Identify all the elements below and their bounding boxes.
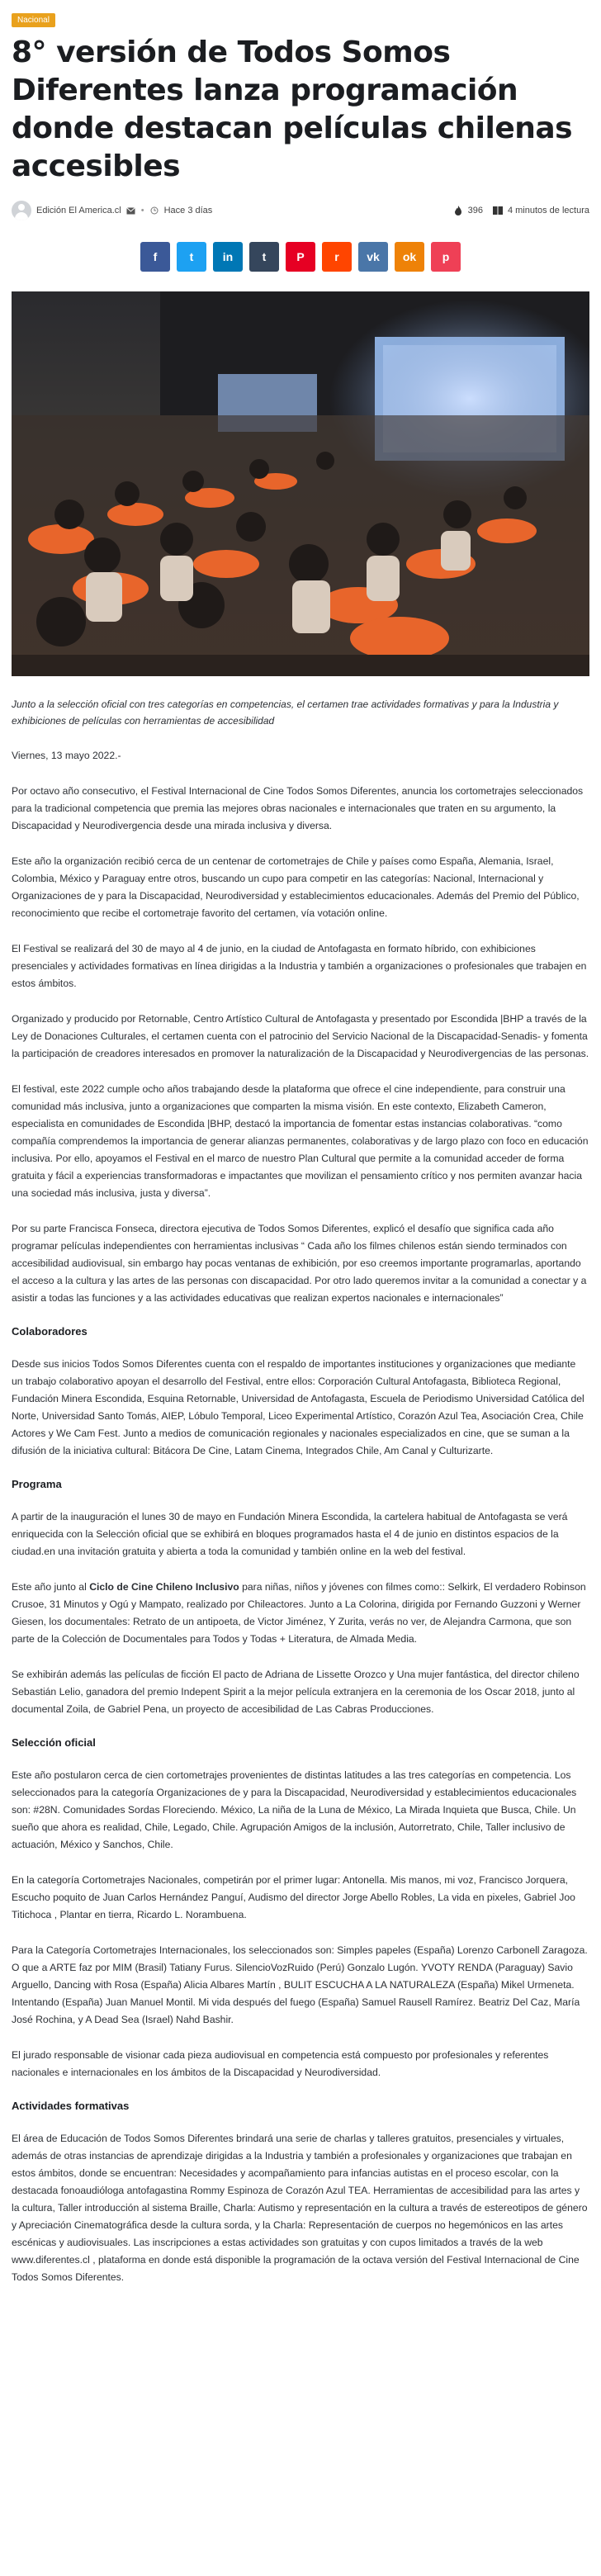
share-twitter-button[interactable] — [177, 242, 206, 272]
tumblr-icon: t — [262, 250, 267, 263]
paragraph: Este año postularon cerca de cien cortometrajes provenientes de distintas latitudes a las tres categorías en competencia. Los seleccionados para la categoría Organizaciones de y para la Discapacidad, Neurodiversidad y establecimientos educacionales son: #28N. Comunidades Sordas Floreciendo. México, La niña de la Luna de México, La Mirada Inquieta que Busca, Chile. Un sueño que ahora es realidad, Chile, Legado, Chile. Agrupación Amigos de la inclusión, Autorretrato, Chile, Taller inclusivo de actuación, México y Sanchos, Chile. — [12, 1769, 577, 1850]
vk-icon: vk — [367, 250, 380, 263]
image-caption: Junto a la selección oficial con tres categorías en competencias, el certamen trae actividades formativas y para la Industria y exhibiciones de películas con herramientas de accesibilidad — [12, 698, 559, 727]
reddit-icon: r — [334, 250, 339, 263]
section-heading-colaboradores: Colaboradores — [12, 1325, 88, 1338]
paragraph: Por su parte Francisca Fonseca, directora ejecutiva de Todos Somos Diferentes, explicó el desafío que significa cada año programar películas independientes con herramientas inclusivas “ Cada año los filmes chilenos están siendo terminados con accesibilidad audiovisual, sin embargo hay pocas ventanas de exhibición, por eso creemos importante programarlas, aportando el acceso a la cultura y las artes de las personas con discapacidad. Por otro lado queremos invitar a la comunidad a conectar y a asistir a todas las funciones y a las actividades educativas que realizan expertos nacionales e internacionales” — [12, 1223, 587, 1304]
email-icon[interactable] — [126, 206, 136, 215]
paragraph: Este año la organización recibió cerca de un centenar de cortometrajes de Chile y países como España, Alemania, Israel, Colombia, México y Paraguay entre otros, buscando un cupo para competir en las categorías: Nacional, Internacional y Organizaciones de y para la Discapacidad, Neurodiversidad y establecimientos educacionales. Además del Premio del Público, reconocimiento que recibe el cortometraje favorito del certamen, vía votación online. — [12, 855, 580, 919]
paragraph: A partir de la inauguración el lunes 30 de mayo en Fundación Minera Escondida, la cartelera habitual de Antofagasta se verá enriquecida con la Selección oficial que se exhibirá en bloques programados hasta el 4 de junio en distintos espacios de la ciudad.en una invitación gratuita y abierta a toda la comunidad y también online en la web del festival. — [12, 1511, 568, 1557]
featured-image — [12, 291, 589, 676]
paragraph — [12, 1579, 589, 1648]
clock-icon — [149, 206, 159, 215]
linkedin-icon: in — [222, 250, 234, 263]
post-meta — [12, 201, 589, 220]
section-heading-programa: Programa — [12, 1478, 62, 1490]
reading-time: 4 minutos de lectura — [507, 206, 589, 215]
avatar[interactable] — [12, 201, 31, 220]
share-pocket-button[interactable] — [431, 242, 461, 272]
paragraph: En la categoría Cortometrajes Nacionales, competirán por el primer lugar: Antonella. Mis manos, mi voz, Francisco Jorquera, Escucho poquito de Juan Carlos Hernández Panguí, Audismo del director Jorge Abello Robles, La vida en pixeles, Gabriel Joo Titichoca , Plantar en tierra, Ricardo L. Norambuena. — [12, 1874, 575, 1920]
share-vk-button[interactable] — [358, 242, 388, 272]
author-name[interactable]: Edición El America.cl — [36, 206, 121, 215]
pinterest-icon: P — [296, 250, 305, 263]
paragraph: El Festival se realizará del 30 de mayo al 4 de junio, en la ciudad de Antofagasta en formato híbrido, con exhibiciones presenciales y actividades formativas en línea dirigidas a la Industria y también a organizaciones o profesionales que trabajen en estos ámbitos. — [12, 943, 587, 989]
share-pinterest-button[interactable] — [286, 242, 315, 272]
fire-icon — [453, 206, 463, 215]
share-odnoklassniki-button[interactable] — [395, 242, 424, 272]
view-count: 396 — [467, 206, 483, 215]
paragraph: Por octavo año consecutivo, el Festival Internacional de Cine Todos Somos Diferentes, anuncia los cortometrajes seleccionados para la tradicional competencia que premia las mejores obras nacionales e internacionales que traten en su argumento, la Discapacidad y Neurodivergencia desde una mirada inclusiva y diversa. — [12, 785, 584, 831]
text-run: para niñas, niños y jóvenes con filmes como:: Selkirk, El verdadero Robinson Crusoe, 31 Minutos y Ogú y Mampato, realizado por Chileactores. Junto a La Colorina, dirigida por Fernando Guzzoni y Werner Giesen, los documentales: Retrato de un antipoeta, de Victor Jiménez, Y Zurita, verás no ver, de Alejandra Carmona, que son parte de la Colección de Documentales para Todos y Todas + Literatura, de Almada Media. — [12, 1581, 586, 1645]
pocket-icon: p — [442, 250, 450, 263]
odnoklassniki-icon: ok — [402, 250, 417, 263]
share-tumblr-button[interactable] — [249, 242, 279, 272]
paragraph: Para la Categoría Cortometrajes Internacionales, los seleccionados son: Simples papeles (España) Lorenzo Carbonell Zaragoza. O que a ARTE faz por MIM (Brasil) Tatiany Furus. SilencioVozRuido (Perú) Gonzalo Lugón. YVOTY RENDA (Paraguay) Savio Arguello, Dancing with Rosa (España) Alicia Albares Martín , BULIT ESCUCHA A LA NATURALEZA (España) Mikel Urmeneta. Intentando (España) Juan Manuel Montil. Mi vida después del fuego (España) Samuel Rausell Ramírez. Beatriz Del Caz, María José Rochina, y A Dead Sea (Israel) Nahd Bashir. — [12, 1944, 588, 2025]
share-linkedin-button[interactable] — [213, 242, 243, 272]
category-badge[interactable]: Nacional — [12, 13, 55, 27]
share-buttons — [12, 242, 589, 272]
page-title: 8° versión de Todos Somos Diferentes lanza programación donde destacan películas chilenas accesibles — [12, 36, 573, 183]
bold-text: Ciclo de Cine Chileno Inclusivo — [89, 1581, 239, 1593]
share-facebook-button[interactable] — [140, 242, 170, 272]
article-date: Viernes, 13 mayo 2022.- — [12, 750, 121, 761]
text-run: Este año junto al — [12, 1581, 90, 1593]
section-heading-actividades: Actividades formativas — [12, 2100, 130, 2112]
paragraph: El área de Educación de Todos Somos Diferentes brindará una serie de charlas y talleres gratuitos, presenciales y virtuales, además de otras instancias de aprendizaje dirigidas a la Industria y también a profesionales y organizaciones que trabajan en estos ámbitos, donde se encuentran: Necesidades y acompañamiento para infancias autistas en el proceso escolar, con la destacada fonoaudióloga antofagastina Rommy Espinoza de Corazón Azul TEA. Herramientas de accesibilidad para las artes y la cultura, Taller introducción al sistema Braille, Charla: Autismo y representación en la cultura a través de estereotipos de género y Apreciación Cinematográfica desde la cultura sorda, y la Charla: Representación de cuerpos no hegemónicos en las artes escénicas y audiovisuales. Las inscripciones a estas actividades son gratuitas y con cupos limitados a través de la web www.diferentes.cl , plataforma en donde está disponible la programación de la octava versión del Festival Internacional de Cine Todos Somos Diferentes. — [12, 2133, 588, 2283]
section-heading-seleccion: Selección oficial — [12, 1736, 96, 1749]
meta-separator: • — [140, 206, 144, 215]
paragraph: Se exhibirán además las películas de ficción El pacto de Adriana de Lissette Orozco y Una mujer fantástica, del director chileno Sebastián Lelio, ganadora del premio Indepent Spirit a la mejor película extranjera en la ceremonia de los Oscar 2018, junto al documental Zoila, de Gabriel Pena, un proyecto de accesibilidad de Las Cabras Producciones. — [12, 1669, 580, 1715]
post-date: Hace 3 días — [163, 206, 213, 215]
paragraph: El festival, este 2022 cumple ocho años trabajando desde la plataforma que ofrece el cine independiente, para construir una comunidad más inclusiva, junto a organizaciones que comparten la misma visión. En este contexto, Elizabeth Cameron, especialista en comunidades de Escondida |BHP, destacó la importancia de fomentar estas instancias colaborativas. “como compañía comprendemos la importancia de generar alianzas permanentes, colaborativas y de largo plazo con foco en educación inclusiva. Por ello, apoyamos el Festival en el marco de nuestro Plan Cultural que permite a la comunidad acceder de forma gratuita y fácil a experiencias transformadoras e impactantes que movilizan el pensamiento crítico y nos permiten avanzar hacia una sociedad más inclusiva, justa y diversa”. — [12, 1083, 589, 1199]
twitter-icon: t — [189, 250, 194, 263]
meta-right — [453, 206, 589, 215]
paragraph: El jurado responsable de visionar cada pieza audiovisual en competencia está compuesto por profesionales y referentes nacionales e internacionales en los ámbitos de la Discapacidad y Neurodiversidad. — [12, 2049, 549, 2078]
paragraph: Organizado y producido por Retornable, Centro Artístico Cultural de Antofagasta y presentado por Escondida |BHP a través de la Ley de Donaciones Culturales, el certamen cuenta con el patrocinio del Servicio Nacional de la Discapacidad-Senadis- y fomenta la participación de creadores interesados en promover la naturalización de la Discapacidad y Neurodivergencias de las personas. — [12, 1013, 589, 1059]
book-icon — [493, 206, 503, 215]
meta-left — [12, 201, 212, 220]
paragraph: Desde sus inicios Todos Somos Diferentes cuenta con el respaldo de importantes instituciones y organizaciones que mediante un trabajo colaborativo apoyan el desarrollo del Festival, entre ellos: Corporación Cultural Antofagasta, Biblioteca Regional, Fundación Minera Escondida, Esquina Retornable, Universidad de Antofagasta, Escuela de Periodismo Universidad Católica del Norte, Universidad Santo Tomás, AIEP, Lóbulo Temporal, Liceo Experimental Artístico, Corazón Azul Tea, Asociación Crea, Chile Actores y We Cam Fest. Junto a medios de comunicación regionales y nacionales especializados en cine, que se suman a la difusión de la iniciativa cultural: Bitácora De Cine, Latam Cinema, Integrados Chile, Am Canal y Culturizarte. — [12, 1358, 584, 1456]
facebook-icon: f — [153, 250, 158, 263]
share-reddit-button[interactable] — [322, 242, 352, 272]
